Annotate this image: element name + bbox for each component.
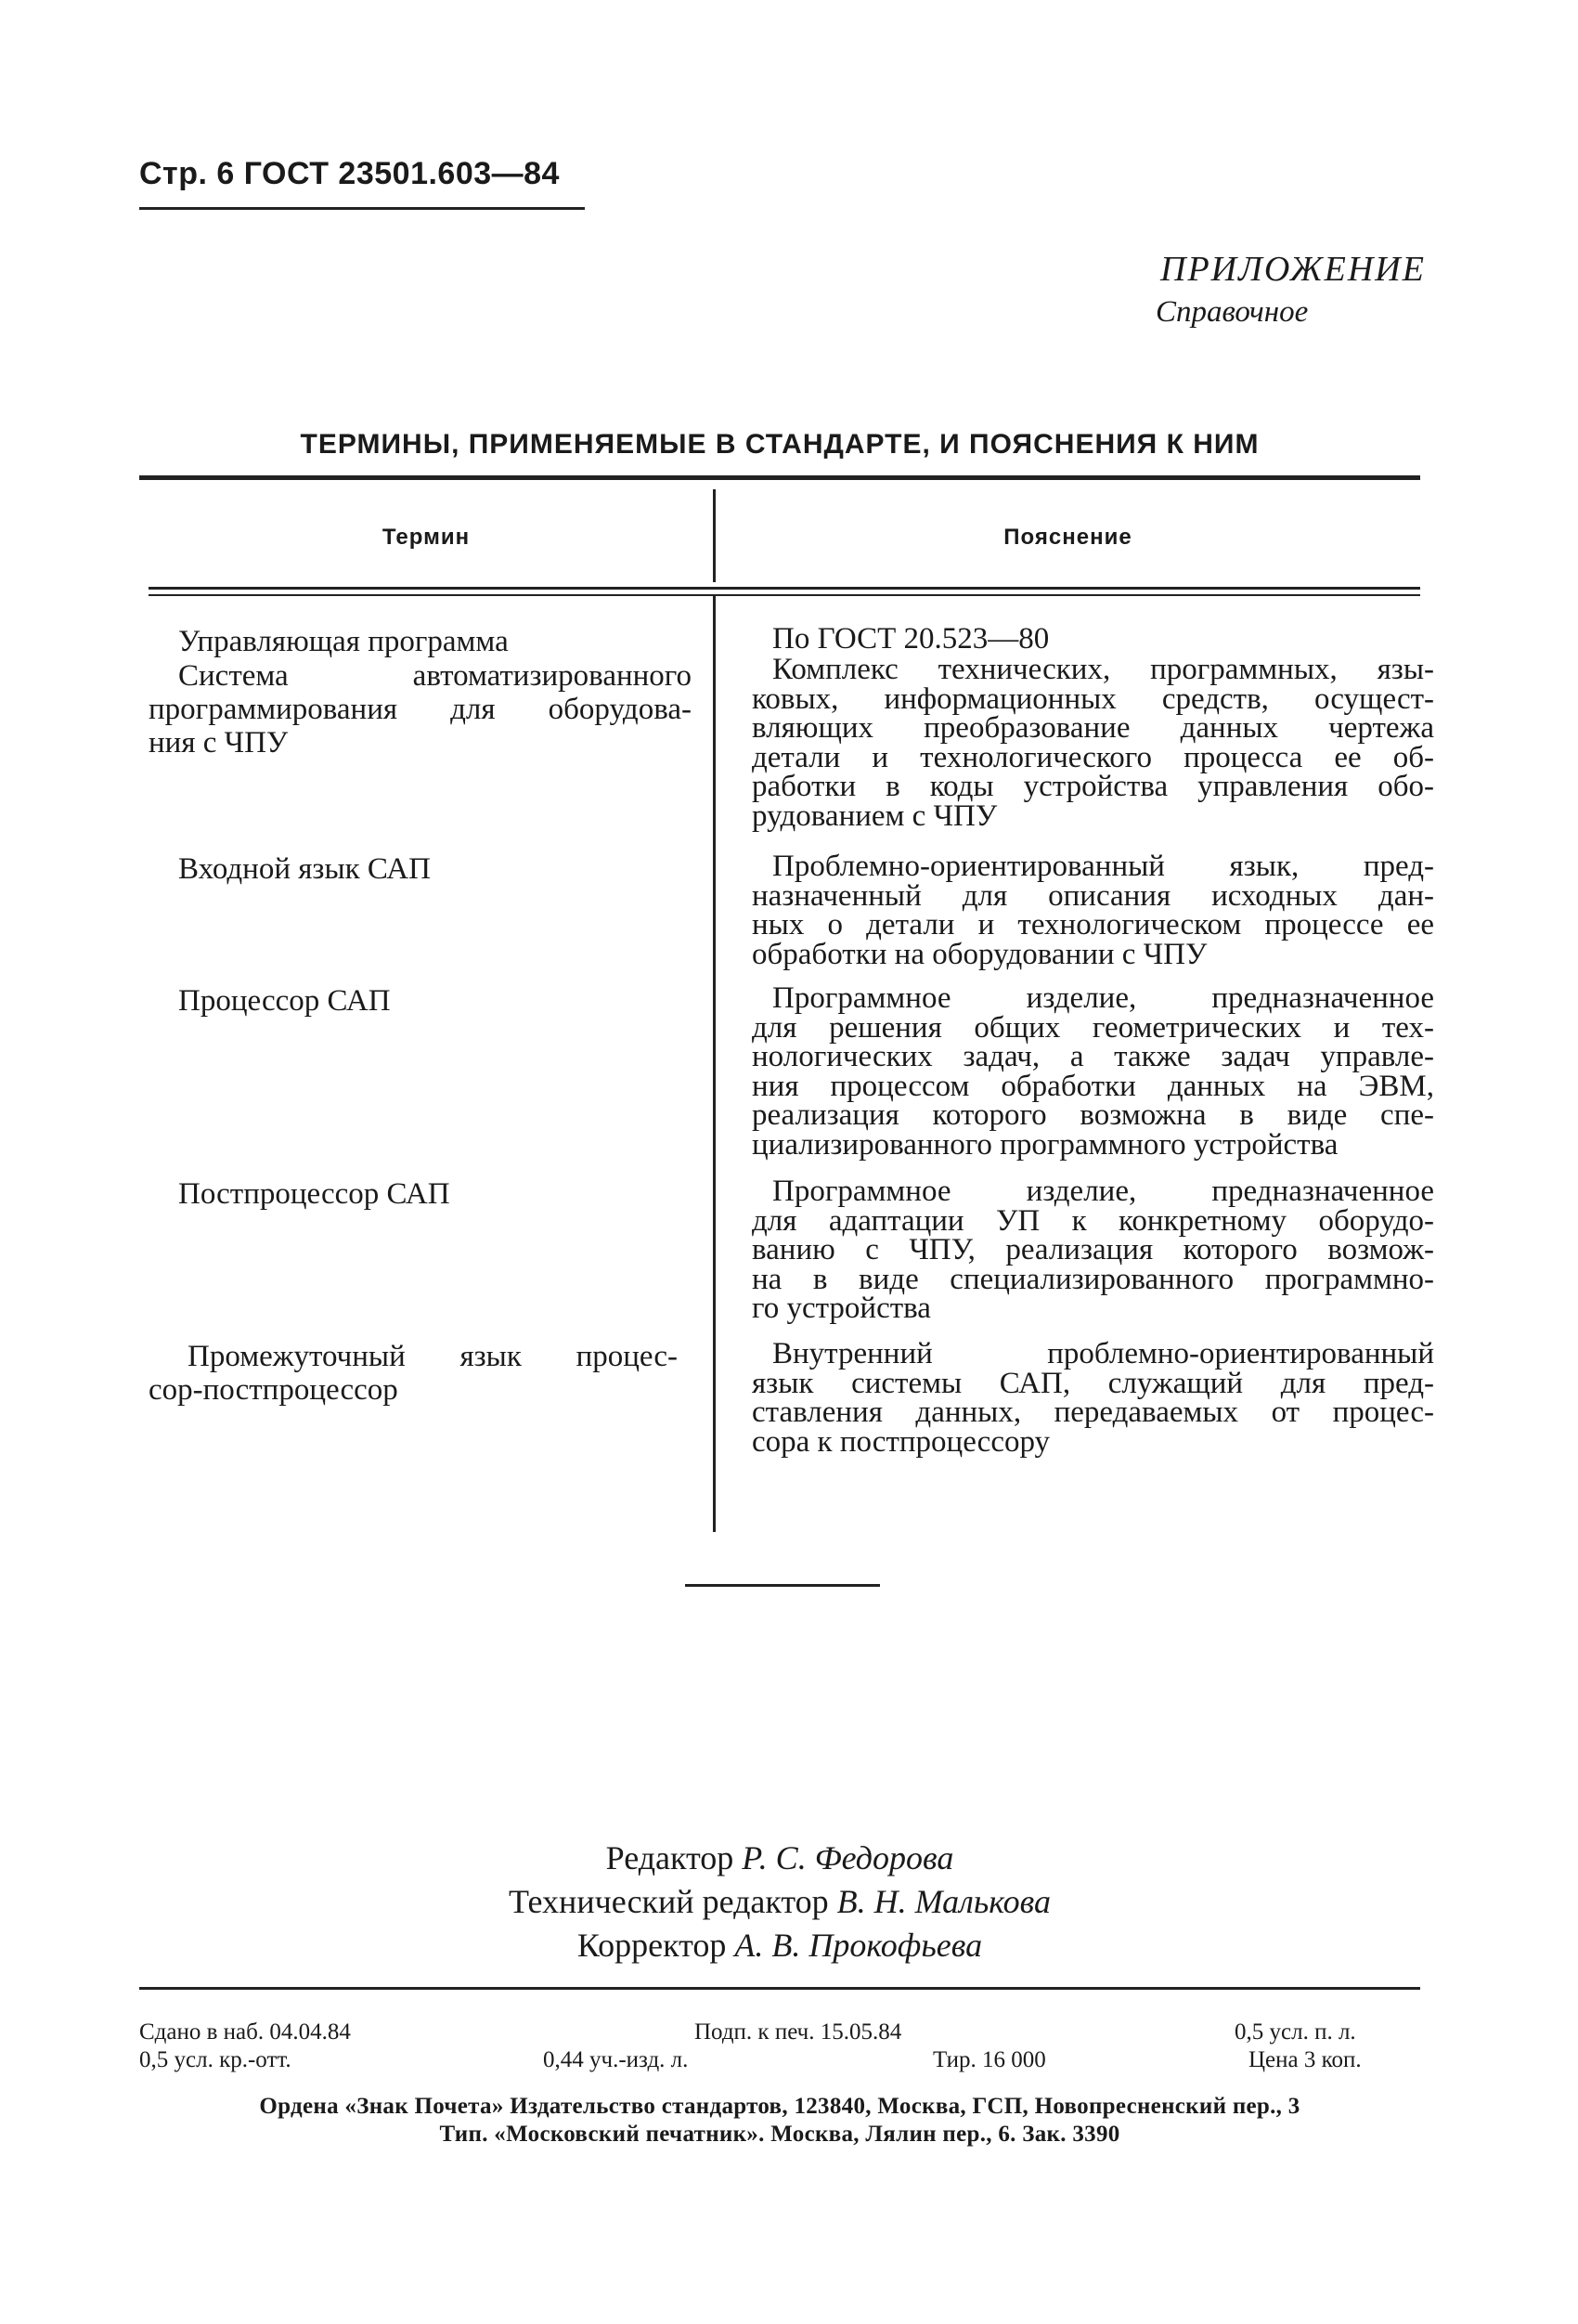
table-row-explanation [752,852,1434,969]
table-row-explanation [752,1177,1434,1324]
imprint-circulation: Тир. 16 000 [933,2047,1046,2072]
table-row-term [149,625,687,658]
staff-corrector [139,1926,1420,1965]
table-row-explanation [752,1337,1434,1459]
page-header [139,156,560,192]
explanation-line: ных о детали и технологическом процессе ее [752,908,1434,941]
column-header-term: Термин [382,525,471,550]
term-line: Процессор САП [178,984,391,1018]
explanation-line: ванию с ЧПУ, реализация которого возмож- [752,1233,1434,1266]
publisher-rule [139,1987,1420,1990]
explanation-line: вляющих преобразование данных чертежа [752,711,1434,745]
staff-name: В. Н. Малькова [836,1883,1052,1920]
appendix-type: Справочное [1156,295,1309,329]
explanation-line: для адаптации УП к конкретному оборудо- [752,1203,1434,1238]
explanation-line: нологических задач, а также задач управле- [752,1040,1434,1073]
staff-name: А. В. Прокофьева [734,1927,983,1964]
staff-editor [139,1838,1420,1877]
explanation-line: для решения общих геометрических и тех- [752,1010,1434,1045]
explanation-line: на в виде специализированного программно- [752,1262,1434,1296]
explanation-line: Комплекс технических, программных, язы- [772,653,1434,686]
staff-role: Технический редактор [508,1883,829,1920]
term-line: Управляющая программа [178,625,509,658]
explanation-line: детали и технологического процесса ее об- [752,740,1434,774]
printer-line: Тип. «Московский печатник». Москва, Лялин пер., 6. Зак. 3390 [439,2122,1120,2147]
explanation-line: ния процессом обработки данных на ЭВМ, [752,1069,1434,1103]
header-rule [139,207,585,210]
term-line: программирования для оборудова- [149,693,692,726]
explanation-line: реализация которого возможна в виде спе- [752,1098,1434,1132]
standard-number: ГОСТ 23501.603—84 [243,156,560,191]
explanation-line: ковых, информационных средств, осущест- [752,682,1434,716]
imprint-submitted: Сдано в наб. 04.04.84 [139,2019,351,2045]
table-row-term [149,659,692,760]
explanation-line: ставления данных, передаваемых от процес- [752,1396,1434,1429]
end-of-table-rule [685,1584,880,1587]
appendix-label: ПРИЛОЖЕНИЕ [1160,250,1426,289]
term-line: ния с ЧПУ [149,726,289,760]
term-line: Система автоматизированного [178,659,692,693]
explanation-line: По ГОСТ 20.523—80 [772,622,1050,656]
explanation-line: Проблемно-ориентированный язык, пред- [772,850,1434,883]
explanation-line: обработки на оборудовании с ЧПУ [752,937,1208,971]
term-line: Промежуточный язык процес- [188,1340,678,1373]
staff-name: Р. С. Федорова [742,1839,954,1876]
column-header-explanation: Пояснение [1003,525,1132,550]
staff-technical-editor [139,1882,1420,1921]
explanation-line: Внутренний проблемно-ориентированный [772,1337,1434,1370]
explanation-line: язык системы САП, служащий для пред- [752,1366,1434,1400]
term-line: сор-постпроцессор [149,1373,398,1407]
explanation-line: го устройства [752,1292,931,1325]
imprint-print-sheets: 0,5 усл. п. л. [1235,2019,1356,2045]
staff-role: Редактор [605,1839,734,1876]
table-header-rule [149,594,1420,596]
explanation-line: Программное изделие, предназначенное [772,1175,1434,1208]
table-header-rule [149,587,1420,590]
table-row-explanation [752,622,1434,656]
explanation-line: Программное изделие, предназначенное [772,981,1434,1015]
page-number: Стр. 6 [139,156,235,191]
imprint-publisher-sheets: 0,44 уч.-изд. л. [543,2047,689,2072]
imprint-price: Цена 3 коп. [1248,2047,1362,2072]
table-row-explanation [752,981,1434,1162]
explanation-line: циализированного программного устройства [752,1127,1339,1162]
table-row-explanation [752,653,1434,833]
publisher-line: Ордена «Знак Почета» Издательство стандартов, 123840, Москва, ГСП, Новопресненский пер., 3 [259,2094,1300,2119]
table-row-term [149,1340,678,1407]
table-row-term [149,1177,687,1211]
staff-role: Корректор [576,1927,727,1964]
table-row-term [149,852,687,886]
document-title: ТЕРМИНЫ, ПРИМЕНЯЕМЫЕ В СТАНДАРТЕ, И ПОЯСНЕНИЯ К НИМ [300,429,1260,460]
column-divider [713,594,716,1532]
explanation-line: назначенный для описания исходных дан- [752,878,1434,913]
table-row-term [149,984,687,1018]
term-line: Постпроцессор САП [178,1177,450,1211]
explanation-line: работки в коды устройства управления обо- [752,770,1434,803]
explanation-line: сора к постпроцессору [752,1424,1051,1459]
term-line: Входной язык САП [178,852,431,886]
table-top-rule [139,475,1420,480]
explanation-line: рудованием с ЧПУ [752,798,998,833]
imprint-signed: Подп. к печ. 15.05.84 [694,2019,902,2045]
imprint-color-sheets: 0,5 усл. кр.-отт. [139,2047,291,2072]
